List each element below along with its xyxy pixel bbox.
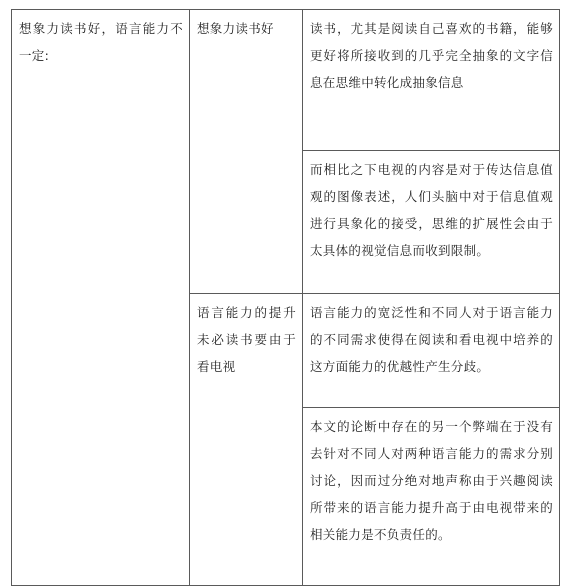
- point-text: 本文的论断中存在的另一个弊端在于没有去针对不同人对两种语言能力的需求分别讨论，因而过分绝对地声称由于兴趣阅读所带来的语言能力提升高于由电视带来的相关能力是不负责任的。: [310, 419, 553, 542]
- point-text: 语言能力的宽泛性和不同人对于语言能力的不同需求使得在阅读和看电视中培养的这方面能力的优越性产生分歧。: [310, 305, 553, 374]
- point-text: 读书，尤其是阅读自己喜欢的书籍，能够更好将所接收到的几乎完全抽象的文字信息在思维中转化成抽象信息: [310, 21, 553, 90]
- argument-table: [11, 9, 560, 586]
- sub-claim-cell: [190, 294, 303, 586]
- point-cell: [303, 408, 560, 586]
- point-cell: [303, 10, 560, 151]
- point-cell: [303, 151, 560, 294]
- sub-claim-text: 语言能力的提升未必读书要由于看电视: [197, 305, 296, 374]
- point-text: 而相比之下电视的内容是对于传达信息值观的图像表述，人们头脑中对于信息值观进行具象化的接受，思维的扩展性会由于太具体的视觉信息而收到限制。: [310, 162, 553, 258]
- point-cell: [303, 294, 560, 408]
- main-claim-text: 想象力读书好，语言能力不一定:: [19, 21, 183, 63]
- table-row: [12, 10, 560, 151]
- sub-claim-text: 想象力读书好: [197, 21, 274, 36]
- sub-claim-cell: [190, 10, 303, 294]
- main-claim-cell: [12, 10, 190, 586]
